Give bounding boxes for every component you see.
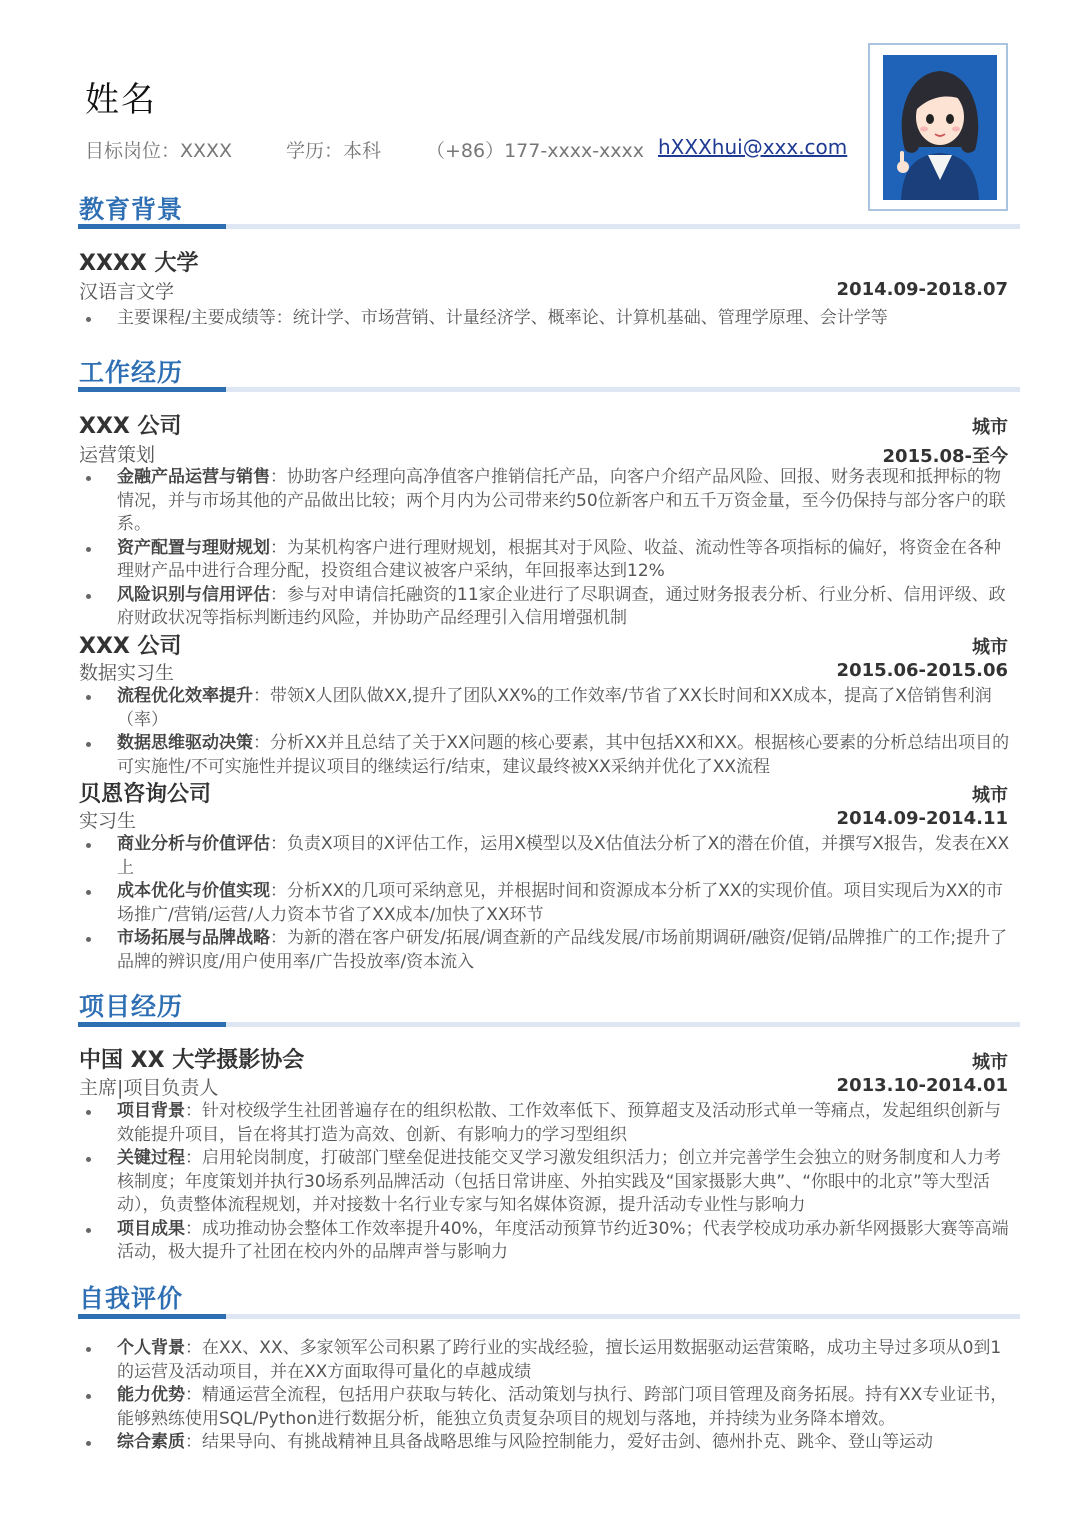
section-title-self-eval: 自我评价: [79, 1284, 184, 1313]
list-item: 流程优化效率提升：带领X人团队做XX,提升了团队XX%的工作效率/节省了XX长时间和XX成本，提高了X倍销售利润（率）: [79, 685, 1011, 732]
list-item: 项目成果：成功推动协会整体工作效率提升40%，年度活动预算节约近30%；代表学校成功承办新华网摄影大赛等高端活动，极大提升了社团在校内外的品牌声誉与影响力: [79, 1218, 1011, 1265]
list-item: 商业分析与价值评估：负责X项目的X评估工作，运用X模型以及X估值法分析了X的潜在价值，并撰写X报告，发表在XX上: [79, 833, 1011, 880]
work-city-1: 城市: [972, 417, 1008, 438]
phone-number: （+86）177-xxxx-xxxx: [426, 140, 645, 162]
education-school: XXXX 大学: [79, 251, 199, 276]
section-divider: [78, 387, 1020, 392]
work-bullets-2: [79, 685, 1011, 779]
work-role-3: 实习生: [79, 810, 137, 832]
work-company-3: 贝恩咨询公司: [79, 782, 212, 807]
education-level: 学历：本科: [286, 140, 382, 162]
work-role-2: 数据实习生: [79, 662, 175, 684]
education-major: 汉语言文学: [79, 281, 175, 303]
avatar: [883, 55, 997, 200]
work-company-1: XXX 公司: [79, 414, 182, 439]
profile-photo-frame: [868, 43, 1008, 211]
list-item: 风险识别与信用评估：参与对申请信托融资的11家企业进行了尽职调查，通过财务报表分析、行业分析、信用评级、政府财政状况等指标判断违约风险，并协助产品经理引入信用增强机制: [79, 584, 1011, 631]
work-company-2: XXX 公司: [79, 634, 182, 659]
list-item: 综合素质：结果导向、有挑战精神且具备战略思维与风险控制能力，爱好击剑、德州扑克、跳伞、登山等运动: [79, 1431, 1011, 1455]
work-role-1: 运营策划: [79, 444, 156, 466]
list-item: 金融产品运营与销售：协助客户经理向高净值客户推销信托产品，向客户介绍产品风险、回报、财务表现和抵押标的物情况，并与市场其他的产品做出比较；两个月内为公司带来约50位新客户和五千万资金量，至今仍保持与部分客户的联系。: [79, 466, 1011, 537]
work-city-3: 城市: [972, 785, 1008, 806]
list-item: 个人背景：在XX、XX、多家领军公司积累了跨行业的实战经验，擅长运用数据驱动运营策略，成功主导过多项从0到1的运营及活动项目，并在XX方面取得可量化的卓越成绩: [79, 1337, 1011, 1384]
section-divider: [78, 224, 1020, 229]
list-item: 资产配置与理财规划：为某机构客户进行理财规划，根据其对于风险、收益、流动性等各项指标的偏好，将资金在各种理财产品中进行合理分配，投资组合建议被客户采纳，年回报率达到12%: [79, 537, 1011, 584]
work-dates-2: 2015.06-2015.06: [836, 660, 1008, 681]
target-position: 目标岗位：XXXX: [85, 140, 233, 162]
project-role: 主席|项目负责人: [79, 1077, 219, 1099]
section-title-projects: 项目经历: [79, 992, 184, 1021]
list-item: 项目背景：针对校级学生社团普遍存在的组织松散、工作效率低下、预算超支及活动形式单一等痛点，发起组织创新与效能提升项目，旨在将其打造为高效、创新、有影响力的学习型组织: [79, 1100, 1011, 1147]
work-bullets-3: [79, 833, 1011, 974]
section-divider: [78, 1022, 1020, 1027]
project-city: 城市: [972, 1052, 1008, 1073]
work-dates-3: 2014.09-2014.11: [836, 808, 1008, 829]
project-bullets: [79, 1100, 1011, 1265]
self-eval-bullets: [79, 1337, 1011, 1455]
work-city-2: 城市: [972, 637, 1008, 658]
project-org: 中国 XX 大学摄影协会: [79, 1048, 305, 1073]
work-bullets-1: [79, 466, 1011, 631]
work-dates-1: 2015.08-至今: [882, 446, 1008, 467]
section-title-work: 工作经历: [79, 358, 184, 387]
list-item: 主要课程/主要成绩等：统计学、市场营销、计量经济学、概率论、计算机基础、管理学原理、会计学等: [79, 307, 1011, 331]
section-divider: [78, 1314, 1020, 1319]
list-item: 关键过程：启用轮岗制度，打破部门壁垒促进技能交叉学习激发组织活力；创立并完善学生会独立的财务制度和人力考核制度；年度策划并执行30场系列品牌活动（包括日常讲座、外拍实践及“国家摄影大典”、“你眼中的北京”等大型活动），负责整体流程规划，并对接数十名行业专家与知名媒体资源，提升活动专业性与影响力: [79, 1147, 1011, 1218]
candidate-name: 姓名: [85, 80, 157, 120]
education-dates: 2014.09-2018.07: [836, 279, 1008, 300]
list-item: 成本优化与价值实现：分析XX的几项可采纳意见，并根据时间和资源成本分析了XX的实现价值。项目实现后为XX的市场推广/营销/运营/人力资本节省了XX成本/加快了XX环节: [79, 880, 1011, 927]
section-title-education: 教育背景: [79, 195, 184, 224]
project-dates: 2013.10-2014.01: [836, 1075, 1008, 1096]
list-item: 能力优势：精通运营全流程，包括用户获取与转化、活动策划与执行、跨部门项目管理及商务拓展。持有XX专业证书，能够熟练使用SQL/Python进行数据分析，能独立负责复杂项目的规划与落地，并持续为业务降本增效。: [79, 1384, 1011, 1431]
education-bullets: [79, 307, 1011, 331]
list-item: 数据思维驱动决策：分析XX并且总结了关于XX问题的核心要素，其中包括XX和XX。根据核心要素的分析总结出项目的可实施性/不可实施性并提议项目的继续运行/结束，建议最终被XX采纳并优化了XX流程: [79, 732, 1011, 779]
email-link[interactable]: hXXXhui@xxx.com: [658, 135, 848, 159]
list-item: 市场拓展与品牌战略：为新的潜在客户研发/拓展/调查新的产品线发展/市场前期调研/融资/促销/品牌推广的工作;提升了品牌的辨识度/用户使用率/广告投放率/资本流入: [79, 927, 1011, 974]
